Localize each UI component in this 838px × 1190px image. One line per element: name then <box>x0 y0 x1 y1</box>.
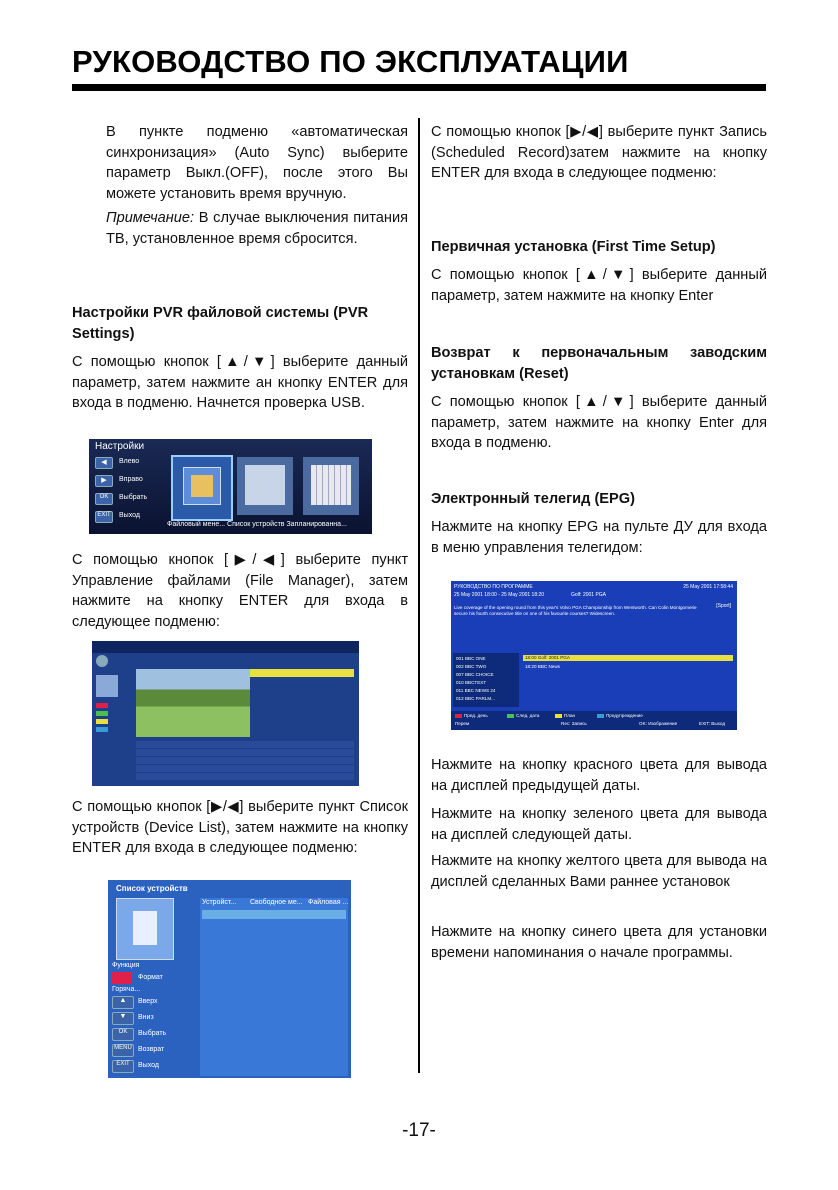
auto-sync-paragraph: В пункте подменю «автоматическая синхронизация» (Auto Sync) выберите параметр Выкл.(OFF), после этого Вы можете установить время вручную. <box>106 124 408 202</box>
globe-icon <box>96 655 108 667</box>
pvr-left-label: Влево <box>119 458 140 465</box>
format-label: Формат <box>138 974 163 981</box>
menu-label: Возврат <box>138 1046 165 1053</box>
col-filesystem: Файловая ... <box>308 899 349 906</box>
first-time-setup-heading: Первичная установка (First Time Setup) <box>431 239 716 255</box>
channel-list <box>453 653 519 707</box>
calendar-icon <box>303 457 359 515</box>
folder-icon <box>96 675 118 697</box>
grid-row-1: 18:00 Golf: 2001 PGA <box>525 655 570 660</box>
device-screen-title: Список устройств <box>116 884 188 893</box>
right-arrow-icon: ▶ <box>95 475 113 487</box>
green-key-paragraph: Нажмите на кнопку зеленого цвета для вывода на дисплей следующей даты. <box>431 806 767 843</box>
file-manager-icon <box>171 455 233 521</box>
legend-rec: Rec: Запись <box>561 721 587 726</box>
left-arrow-icon: ◀ <box>95 457 113 469</box>
epg-description: Live coverage of the opening round from this year's Volvo PGA Championship from Wentworth. Can Colin Montgomerie secure his fourth consecutive title on one of his favourite courses? Widescreen. <box>454 605 697 616</box>
channel-item: 007 BBC CHOICE <box>456 672 494 677</box>
legend-exit: EXIT: Выход <box>699 721 725 726</box>
epg-range: 25 May 2001 18:00 - 25 May 2001 18:20 <box>454 592 545 598</box>
down-arrow-icon: ▼ <box>112 1012 134 1025</box>
pvr-right-label: Вправо <box>119 476 143 483</box>
blue-key-icon <box>597 714 604 718</box>
device-icon <box>116 898 174 960</box>
file-manager-paragraph: С помощью кнопок [▶/◀] выберите пункт Управление файлами (File Manager), затем нажмите на кнопку ENTER для входа в следующее подменю: <box>72 552 408 630</box>
red-key-icon <box>112 972 132 984</box>
blue-key-icon <box>96 727 108 732</box>
blue-key-paragraph: Нажмите на кнопку синего цвета для установки времени напоминания о начале программы. <box>431 924 767 961</box>
epg-badge: [Sport] <box>716 603 731 609</box>
legend-nav: Перем <box>455 721 470 726</box>
pvr-screen-title: Настройки <box>95 441 145 452</box>
epg-heading: Электронный телегид (EPG) <box>431 491 635 507</box>
epg-program: Golf: 2001 PGA <box>571 592 607 598</box>
epg-legend-bar <box>451 711 737 730</box>
yellow-key-paragraph: Нажмите на кнопку желтого цвета для вывода на дисплей сделанных Вами раннее установок <box>431 853 767 890</box>
red-key-icon <box>455 714 462 718</box>
header-rule <box>72 84 766 91</box>
epg-datetime: 25 May 2001 17:58:44 <box>683 584 733 590</box>
pvr-settings-screenshot <box>89 439 372 534</box>
pvr-exit-label: Выход <box>119 512 140 519</box>
ok-button-icon: OK <box>112 1028 134 1041</box>
epg-title: РУКОВОДСТВО ПО ПРОГРАММЕ <box>454 584 533 590</box>
yellow-key-icon <box>96 719 108 724</box>
legend-ok: OK: Изображение <box>639 721 678 726</box>
channel-item: 010 BBCTEXT <box>456 680 487 685</box>
note-paragraph <box>72 208 408 249</box>
device-list-paragraph: С помощью кнопок [▶/◀] выберите пункт Список устройств (Device List), затем нажмите на кнопку ENTER для входа в следующее подменю: <box>72 799 408 856</box>
channel-item: 001 BBC ONE <box>456 656 486 661</box>
fm-info-table <box>136 741 354 781</box>
legend-green: След. дата <box>516 713 540 718</box>
device-list-screenshot <box>108 880 351 1078</box>
red-key-paragraph: Нажмите на кнопку красного цвета для вывода на дисплей предыдущей даты. <box>431 757 767 794</box>
exit-button-icon: EXIT <box>95 511 113 523</box>
scheduled-record-paragraph: С помощью кнопок [▶/◀] выберите пункт Запись (Scheduled Record)затем нажмите на кнопку ENTER для входа в следующее подменю: <box>431 124 767 181</box>
up-label: Вверх <box>138 998 158 1005</box>
pvr-captions: Файловый мене... Список устройств Запланированна... <box>167 521 347 528</box>
page-title: РУКОВОДСТВО ПО ЭКСПЛУАТАЦИИ <box>72 44 629 79</box>
func-label: Функция <box>112 962 140 969</box>
ok-label: Выбрать <box>138 1030 167 1037</box>
page-number: -17- <box>402 1120 436 1141</box>
epg-screenshot <box>451 581 737 730</box>
red-key-icon <box>96 703 108 708</box>
channel-item: 011 BBC NEWS 24 <box>456 688 496 693</box>
col-free-space: Свободное ме... <box>250 899 303 906</box>
note-text: В случае выключения питания ТВ, установленное время сбросится. <box>106 210 408 247</box>
reset-heading: Возврат к первоначальным заводским установкам (Reset) <box>431 345 767 382</box>
golf-preview-image <box>136 669 250 737</box>
legend-blue: Предупреждение <box>606 713 643 718</box>
green-key-icon <box>507 714 514 718</box>
legend-yellow: План <box>564 713 576 718</box>
hot-label: Горяча... <box>112 986 141 993</box>
pvr-paragraph: С помощью кнопок [▲/▼] выберите данный параметр, затем нажмите ан кнопку ENTER для входа в подменю. Начнется проверка USB. <box>72 354 408 411</box>
grid-row-2: 18:20 BBC News <box>525 664 560 669</box>
down-label: Вниз <box>138 1014 154 1021</box>
reset-paragraph: С помощью кнопок [▲/▼] выберите данный параметр, затем нажмите на кнопку Enter для входа в подменю. <box>431 394 767 451</box>
menu-button-icon: MENU <box>112 1044 134 1057</box>
file-manager-screenshot <box>92 641 359 786</box>
note-label: Примечание: <box>106 210 195 226</box>
exit-button-icon: EXIT <box>112 1060 134 1073</box>
pvr-ok-label: Выбрать <box>119 494 148 501</box>
device-list-icon <box>237 457 293 515</box>
col-device: Устройст... <box>202 899 237 906</box>
ok-button-icon: OK <box>95 493 113 505</box>
first-time-setup-paragraph: С помощью кнопок [▲/▼] выберите данный параметр, затем нажмите на кнопку Enter <box>431 267 767 304</box>
green-key-icon <box>96 711 108 716</box>
channel-item: 002 BBC TWO <box>456 664 487 669</box>
legend-red: Пред. день <box>464 713 488 718</box>
device-row <box>202 910 346 919</box>
column-divider <box>418 118 420 1073</box>
channel-item: 012 BBC PARLM... <box>456 696 495 701</box>
fm-selected-row <box>250 669 354 677</box>
device-table <box>200 898 348 1076</box>
fm-title-bar <box>92 641 359 653</box>
exit-label: Выход <box>138 1062 159 1069</box>
yellow-key-icon <box>555 714 562 718</box>
epg-paragraph: Нажмите на кнопку EPG на пульте ДУ для входа в меню управления телегидом: <box>431 519 767 556</box>
up-arrow-icon: ▲ <box>112 996 134 1009</box>
pvr-heading: Настройки PVR файловой системы (PVR Settings) <box>72 305 369 342</box>
